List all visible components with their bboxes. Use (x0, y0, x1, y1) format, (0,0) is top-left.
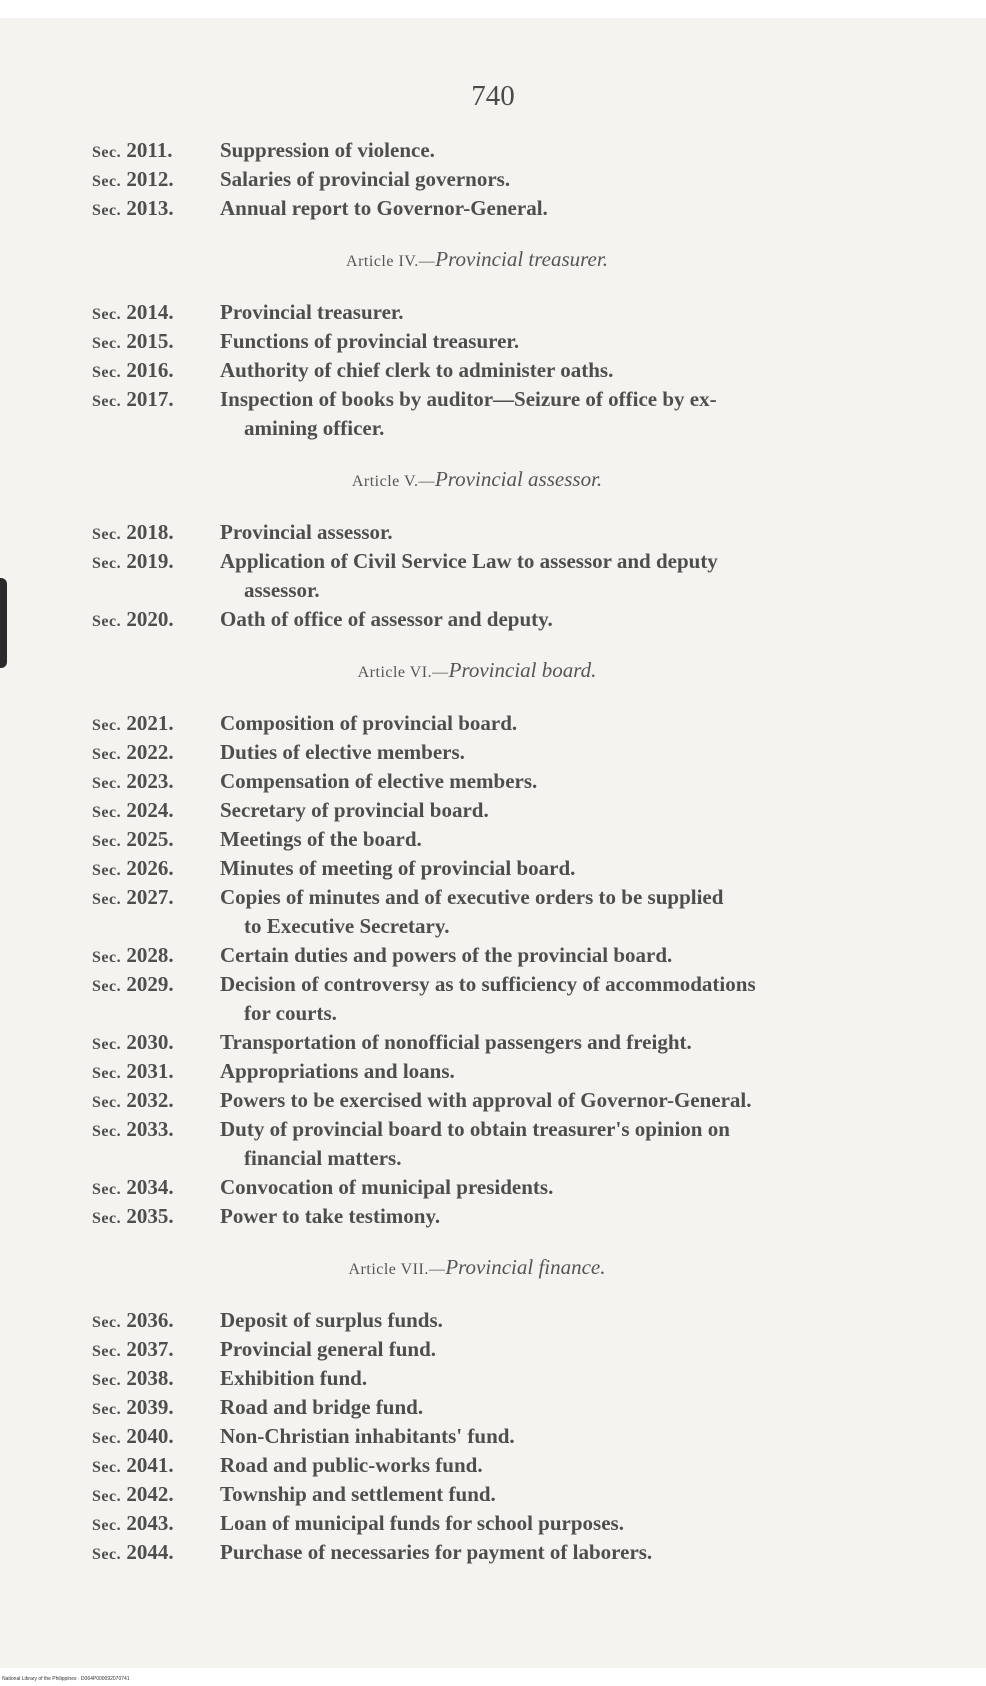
article-heading (92, 656, 922, 687)
toc-entry (92, 1306, 922, 1335)
section-prefix: Sec. (92, 978, 122, 995)
section-num: 2036. (126, 1308, 174, 1332)
section-num: 2037. (126, 1337, 174, 1361)
section-title: Loan of municipal funds for school purposes. (220, 1511, 624, 1535)
section-num: 2030. (126, 1030, 174, 1054)
section-num: 2039. (126, 1395, 174, 1419)
section-prefix: Sec. (92, 173, 122, 190)
section-prefix: Sec. (92, 949, 122, 966)
section-title: Certain duties and powers of the provincial board. (220, 943, 673, 967)
toc-entry (92, 1115, 922, 1173)
section-title-continuation: for courts. (244, 1001, 337, 1025)
article-subject: Provincial assessor. (434, 467, 603, 491)
section-title: Oath of office of assessor and deputy. (220, 607, 553, 631)
section-title: Powers to be exercised with approval of Governor-General. (220, 1088, 752, 1112)
section-title: Suppression of violence. (220, 138, 435, 162)
section-number (92, 1480, 174, 1511)
toc-entry (92, 327, 922, 356)
section-num: 2027. (126, 885, 174, 909)
section-title: Minutes of meeting of provincial board. (220, 856, 576, 880)
section-title: Composition of provincial board. (220, 711, 518, 735)
section-num: 2043. (126, 1511, 174, 1535)
section-prefix: Sec. (92, 613, 122, 630)
article-label: Article V.— (351, 473, 435, 490)
section-prefix: Sec. (92, 393, 122, 410)
section-title: Meetings of the board. (220, 827, 422, 851)
toc-entry (92, 1538, 922, 1567)
toc-entry (92, 1057, 922, 1086)
section-title: Copies of minutes and of executive orders to be supplied (220, 885, 724, 909)
toc-entry (92, 356, 922, 385)
section-num: 2012. (126, 167, 174, 191)
section-num: 2019. (126, 549, 174, 573)
toc-entry (92, 194, 922, 223)
section-num: 2031. (126, 1059, 174, 1083)
section-num: 2040. (126, 1424, 174, 1448)
section-title: Duties of elective members. (220, 740, 465, 764)
section-number (92, 165, 174, 196)
toc-entry (92, 1422, 922, 1451)
toc-entry (92, 298, 922, 327)
section-number (92, 1086, 174, 1117)
toc-entry (92, 1173, 922, 1202)
section-title: Road and bridge fund. (220, 1395, 424, 1419)
article-heading (92, 465, 922, 496)
footer-source-line: National Library of the Philippines · D064P000092070741 (2, 1676, 130, 1682)
section-num: 2032. (126, 1088, 174, 1112)
section-number (92, 1364, 174, 1395)
section-num: 2015. (126, 329, 174, 353)
section-title-continuation: financial matters. (244, 1146, 402, 1170)
section-number (92, 1335, 174, 1366)
section-number (92, 941, 174, 972)
section-prefix: Sec. (92, 833, 122, 850)
section-number (92, 327, 174, 358)
section-prefix: Sec. (92, 746, 122, 763)
section-number (92, 605, 174, 636)
toc-entry (92, 1028, 922, 1057)
section-num: 2024. (126, 798, 174, 822)
section-num: 2034. (126, 1175, 174, 1199)
section-number (92, 136, 172, 167)
section-number (92, 1393, 174, 1424)
section-title: Township and settlement fund. (220, 1482, 496, 1506)
section-number (92, 796, 174, 827)
section-num: 2041. (126, 1453, 174, 1477)
article-heading (92, 1253, 922, 1284)
section-prefix: Sec. (92, 1488, 122, 1505)
section-prefix: Sec. (92, 1181, 122, 1198)
section-title: Authority of chief clerk to administer oaths. (220, 358, 614, 382)
toc-entry (92, 1393, 922, 1422)
article-subject: Provincial finance. (445, 1255, 606, 1279)
toc-entry (92, 854, 922, 883)
section-number (92, 298, 174, 329)
section-num: 2029. (126, 972, 174, 996)
section-number (92, 825, 174, 856)
section-title: Application of Civil Service Law to assessor and deputy (220, 549, 718, 573)
section-number (92, 356, 174, 387)
section-number (92, 767, 174, 798)
article-label: Article VI.— (357, 664, 449, 681)
section-prefix: Sec. (92, 335, 122, 352)
section-prefix: Sec. (92, 364, 122, 381)
section-num: 2013. (126, 196, 174, 220)
toc-entry (92, 767, 922, 796)
section-num: 2044. (126, 1540, 174, 1564)
section-prefix: Sec. (92, 1036, 122, 1053)
section-title: Salaries of provincial governors. (220, 167, 511, 191)
section-number (92, 1509, 174, 1540)
section-title: Provincial assessor. (220, 520, 393, 544)
section-number (92, 1028, 174, 1059)
section-number (92, 883, 174, 914)
section-prefix: Sec. (92, 1546, 122, 1563)
section-num: 2042. (126, 1482, 174, 1506)
section-prefix: Sec. (92, 1123, 122, 1140)
section-prefix: Sec. (92, 1372, 122, 1389)
section-num: 2028. (126, 943, 174, 967)
section-prefix: Sec. (92, 1065, 122, 1082)
section-title-continuation: amining officer. (244, 416, 385, 440)
section-number (92, 1057, 174, 1088)
section-num: 2014. (126, 300, 174, 324)
section-prefix: Sec. (92, 862, 122, 879)
toc-entry (92, 1509, 922, 1538)
section-number (92, 547, 174, 578)
section-title: Transportation of nonofficial passengers and freight. (220, 1030, 692, 1054)
article-heading (92, 245, 922, 276)
section-prefix: Sec. (92, 202, 122, 219)
toc-entry (92, 136, 922, 165)
section-title: Duty of provincial board to obtain treasurer's opinion on (220, 1117, 730, 1141)
article-subject: Provincial treasurer. (435, 247, 608, 271)
section-title: Provincial treasurer. (220, 300, 404, 324)
section-title-continuation: assessor. (244, 578, 320, 602)
toc-entry (92, 1364, 922, 1393)
toc-entry (92, 883, 922, 941)
section-number (92, 854, 174, 885)
section-number (92, 1202, 174, 1233)
toc-entry (92, 709, 922, 738)
section-prefix: Sec. (92, 144, 122, 161)
section-title-continuation: to Executive Secretary. (244, 914, 450, 938)
section-title: Non-Christian inhabitants' fund. (220, 1424, 515, 1448)
section-title: Functions of provincial treasurer. (220, 329, 520, 353)
section-num: 2035. (126, 1204, 174, 1228)
toc-entry (92, 165, 922, 194)
section-number (92, 1173, 174, 1204)
section-title: Purchase of necessaries for payment of laborers. (220, 1540, 653, 1564)
section-title: Power to take testimony. (220, 1204, 441, 1228)
section-prefix: Sec. (92, 717, 122, 734)
page-number: 740 (471, 80, 515, 112)
section-prefix: Sec. (92, 555, 122, 572)
toc-entry (92, 970, 922, 1028)
toc-entry (92, 941, 922, 970)
section-prefix: Sec. (92, 1430, 122, 1447)
section-title: Convocation of municipal presidents. (220, 1175, 554, 1199)
section-num: 2017. (126, 387, 174, 411)
section-prefix: Sec. (92, 804, 122, 821)
section-title: Inspection of books by auditor—Seizure of office by ex- (220, 387, 717, 411)
section-title: Annual report to Governor-General. (220, 196, 548, 220)
section-title: Exhibition fund. (220, 1366, 368, 1390)
article-subject: Provincial board. (448, 658, 597, 682)
toc-entry (92, 738, 922, 767)
section-num: 2021. (126, 711, 174, 735)
section-num: 2011. (126, 138, 173, 162)
section-number (92, 518, 174, 549)
section-prefix: Sec. (92, 306, 122, 323)
section-num: 2022. (126, 740, 174, 764)
section-number (92, 1115, 174, 1146)
section-number (92, 970, 174, 1001)
section-prefix: Sec. (92, 775, 122, 792)
toc-entry (92, 1086, 922, 1115)
toc-entry (92, 825, 922, 854)
section-num: 2020. (126, 607, 174, 631)
toc-entry (92, 796, 922, 825)
scanned-page (0, 18, 986, 1668)
article-label: Article VII.— (348, 1261, 446, 1278)
section-number (92, 1422, 174, 1453)
section-num: 2018. (126, 520, 174, 544)
toc-entry (92, 1480, 922, 1509)
section-prefix: Sec. (92, 1314, 122, 1331)
section-num: 2038. (126, 1366, 174, 1390)
section-title: Secretary of provincial board. (220, 798, 489, 822)
section-number (92, 738, 174, 769)
section-title: Appropriations and loans. (220, 1059, 455, 1083)
toc-entry (92, 385, 922, 443)
section-title: Road and public-works fund. (220, 1453, 483, 1477)
section-title: Provincial general fund. (220, 1337, 437, 1361)
section-prefix: Sec. (92, 1459, 122, 1476)
article-label: Article IV.— (346, 253, 436, 270)
section-prefix: Sec. (92, 526, 122, 543)
toc-entry (92, 547, 922, 605)
binding-edge-mark (0, 578, 7, 668)
section-number (92, 709, 174, 740)
table-of-contents (92, 136, 922, 1567)
section-prefix: Sec. (92, 891, 122, 908)
section-num: 2023. (126, 769, 174, 793)
toc-entry (92, 1335, 922, 1364)
section-prefix: Sec. (92, 1343, 122, 1360)
section-prefix: Sec. (92, 1094, 122, 1111)
section-num: 2026. (126, 856, 174, 880)
section-title: Deposit of surplus funds. (220, 1308, 443, 1332)
section-prefix: Sec. (92, 1401, 122, 1418)
toc-entry (92, 518, 922, 547)
section-title: Decision of controversy as to sufficiency of accommodations (220, 972, 756, 996)
toc-entry (92, 605, 922, 634)
section-number (92, 1538, 174, 1569)
section-number (92, 1306, 174, 1337)
section-num: 2016. (126, 358, 174, 382)
toc-entry (92, 1451, 922, 1480)
section-num: 2033. (126, 1117, 174, 1141)
section-number (92, 1451, 174, 1482)
section-number (92, 194, 174, 225)
section-title: Compensation of elective members. (220, 769, 538, 793)
section-number (92, 385, 174, 416)
section-prefix: Sec. (92, 1517, 122, 1534)
section-prefix: Sec. (92, 1210, 122, 1227)
toc-entry (92, 1202, 922, 1231)
section-num: 2025. (126, 827, 174, 851)
